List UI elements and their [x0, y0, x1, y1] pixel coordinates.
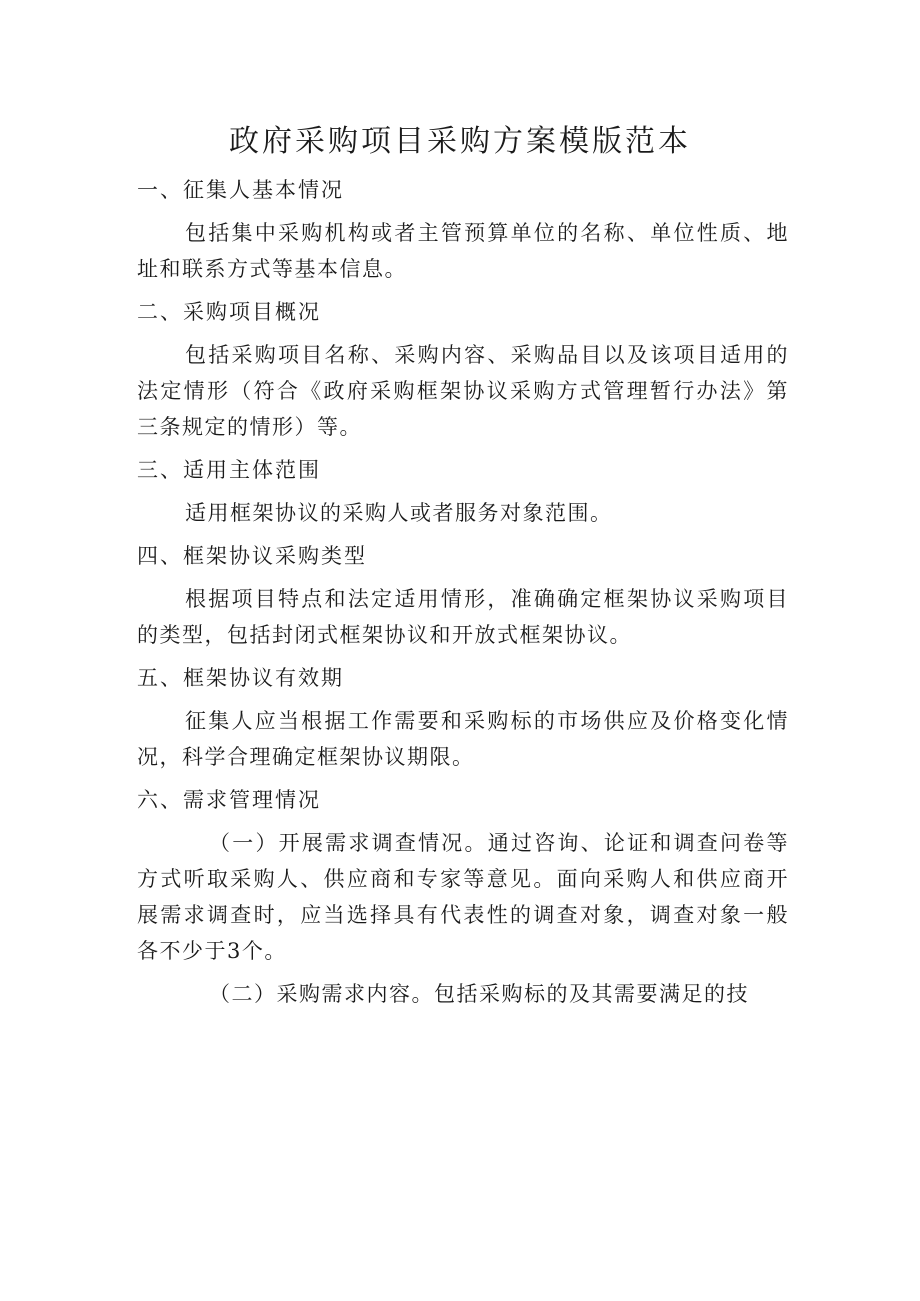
section-paragraph-6-2: （二）采购需求内容。包括采购标的及其需要满足的技: [209, 982, 749, 1006]
section-heading-3: 三、适用主体范围: [137, 458, 321, 482]
section-paragraph-2: 包括采购项目名称、采购内容、采购品目以及该项目适用的法定情形（符合《政府采购框架协议采购方式管理暂行办法》第三条规定的情形）等。: [137, 343, 789, 439]
section-paragraph-6-1: （一）开展需求调查情况。通过咨询、论证和调查问卷等方式听取采购人、供应商和专家等意见。面向采购人和供应商开展需求调查时，应当选择具有代表性的调查对象，调查对象一般各不少于3个。: [137, 831, 789, 963]
section-paragraph-4: 根据项目特点和法定适用情形，准确确定框架协议采购项目的类型，包括封闭式框架协议和开放式框架协议。: [137, 587, 789, 647]
section-heading-1: 一、征集人基本情况: [137, 178, 344, 202]
page-title: 政府采购项目采购方案模版范本: [229, 124, 691, 159]
section-paragraph-3: 适用框架协议的采购人或者服务对象范围。: [185, 501, 613, 525]
section-heading-6: 六、需求管理情况: [137, 788, 321, 812]
document-body: [137, 172, 789, 1019]
section-heading-4: 四、框架协议采购类型: [137, 544, 367, 568]
section-paragraph-1: 包括集中采购机构或者主管预算单位的名称、单位性质、地址和联系方式等基本信息。: [137, 221, 789, 281]
section-heading-2: 二、采购项目概况: [137, 300, 321, 324]
section-paragraph-5: 征集人应当根据工作需要和采购标的市场供应及价格变化情况，科学合理确定框架协议期限。: [137, 709, 789, 769]
section-heading-5: 五、框架协议有效期: [137, 666, 344, 690]
